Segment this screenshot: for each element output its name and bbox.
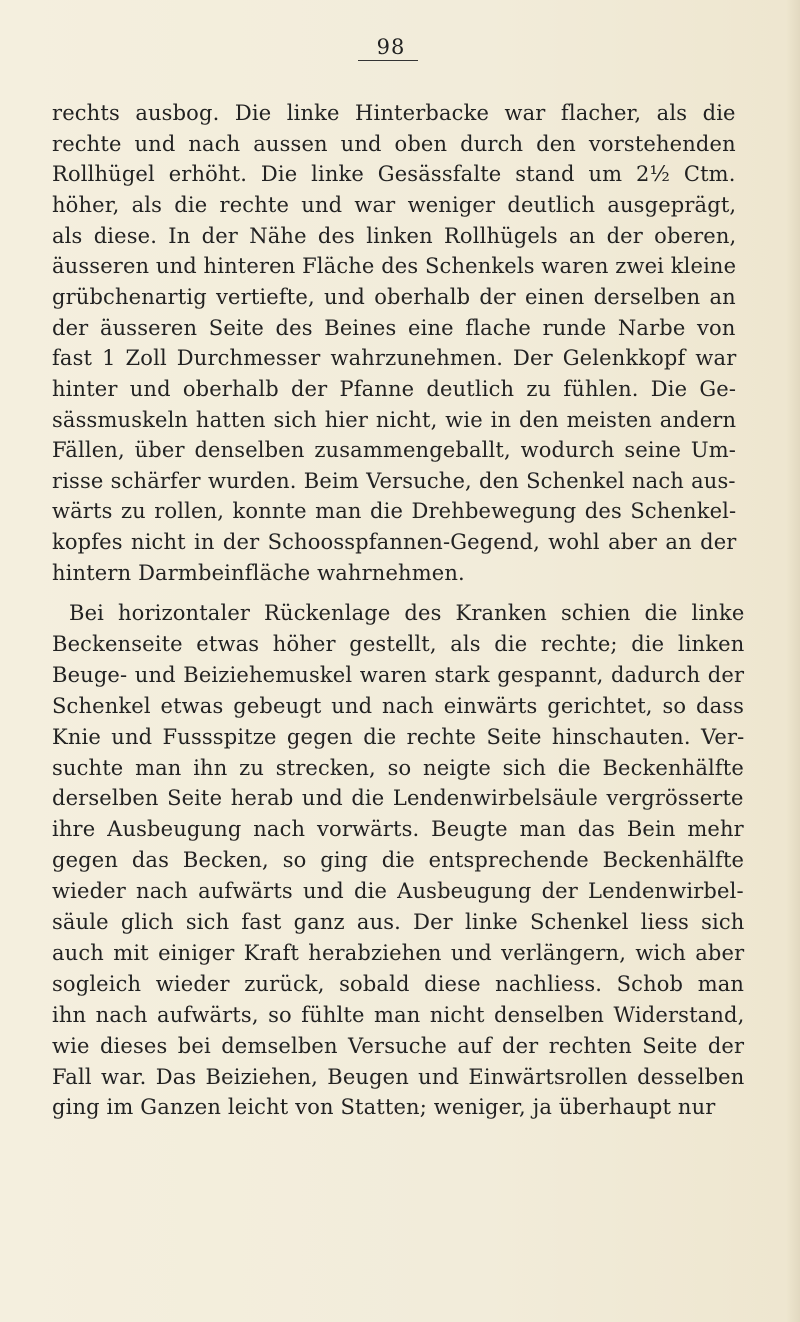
text-line: sässmuskeln hatten sich hier nicht, wie in den meisten andern (52, 407, 737, 432)
text-line: wärts zu rollen, konnte man die Drehbewegung des Schenkel- (52, 499, 737, 524)
text-line: ging im Ganzen leicht von Statten; weniger, ja überhaupt nur (52, 1095, 716, 1120)
text-line: wieder nach aufwärts und die Ausbeugung der Lendenwirbel- (52, 879, 744, 904)
text-line: äusseren und hinteren Fläche des Schenkels waren zwei kleine (52, 254, 737, 279)
page-number-underline (358, 60, 418, 61)
text-line: hintern Darmbeinfläche wahrnehmen. (52, 560, 465, 585)
text-line: wie dieses bei demselben Versuche auf der rechten Seite der (52, 1033, 745, 1058)
text-line: Knie und Fussspitze gegen die rechte Seite hinschauten. Ver- (52, 724, 745, 749)
text-line: säule glich sich fast ganz aus. Der linke Schenkel liess sich (52, 910, 745, 934)
page-edge-shadow (786, 0, 800, 1322)
text-line: rechts ausbog. Die linke Hinterbacke war flacher, als die (52, 101, 736, 125)
text-line: als diese. In der Nähe des linken Rollhügels an der oberen, (52, 223, 737, 248)
text-line: gegen das Becken, so ging die entsprechende Beckenhälfte (52, 848, 745, 873)
text-line: fast 1 Zoll Durchmesser wahrzunehmen. Der Gelenkkopf war (52, 346, 737, 371)
text-line: ihn nach aufwärts, so fühlte man nicht denselben Widerstand, (52, 1002, 745, 1027)
text-line: höher, als die rechte und war weniger deutlich ausgeprägt, (52, 192, 737, 217)
text-line: Rollhügel erhöht. Die linke Gesässfalte stand um 2½ Ctm. (52, 162, 736, 187)
text-line: sogleich wieder zurück, sobald diese nachliess. Schob man (52, 971, 745, 996)
text-line: derselben Seite herab und die Lendenwirbelsäule vergrösserte (52, 786, 744, 811)
text-line: Bei horizontaler Rückenlage des Kranken schien die linke (69, 601, 745, 625)
text-line: Schenkel etwas gebeugt und nach einwärts gerichtet, so dass (52, 693, 745, 718)
text-line: rechte und nach aussen und oben durch den vorstehenden (52, 131, 736, 156)
text-line: hinter und oberhalb der Pfanne deutlich zu fühlen. Die Ge- (52, 376, 737, 401)
text-line: der äusseren Seite des Beines eine flache runde Narbe von (52, 315, 736, 340)
text-line: auch mit einiger Kraft herabziehen und verlängern, wich aber (52, 940, 745, 965)
text-line: grübchenartig vertiefte, und oberhalb der einen derselben an (52, 284, 736, 309)
text-line: Fällen, über denselben zusammengeballt, wodurch seine Um- (52, 438, 737, 463)
text-line: kopfes nicht in der Schoosspfannen-Gegend, wohl aber an der (52, 530, 737, 555)
text-line: Fall war. Das Beiziehen, Beugen und Einwärtsrollen desselben (52, 1064, 745, 1089)
text-line: ihre Ausbeugung nach vorwärts. Beugte man das Bein mehr (52, 817, 744, 842)
text-line: Beuge- und Beiziehemuskel waren stark gespannt, dadurch der (52, 662, 745, 687)
text-line: risse schärfer wurden. Beim Versuche, den Schenkel nach aus- (52, 468, 736, 493)
page-number: 98 (376, 35, 406, 59)
text-line: Beckenseite etwas höher gestellt, als die rechte; die linken (52, 631, 745, 656)
text-line: suchte man ihn zu strecken, so neigte sich die Beckenhälfte (52, 755, 744, 780)
